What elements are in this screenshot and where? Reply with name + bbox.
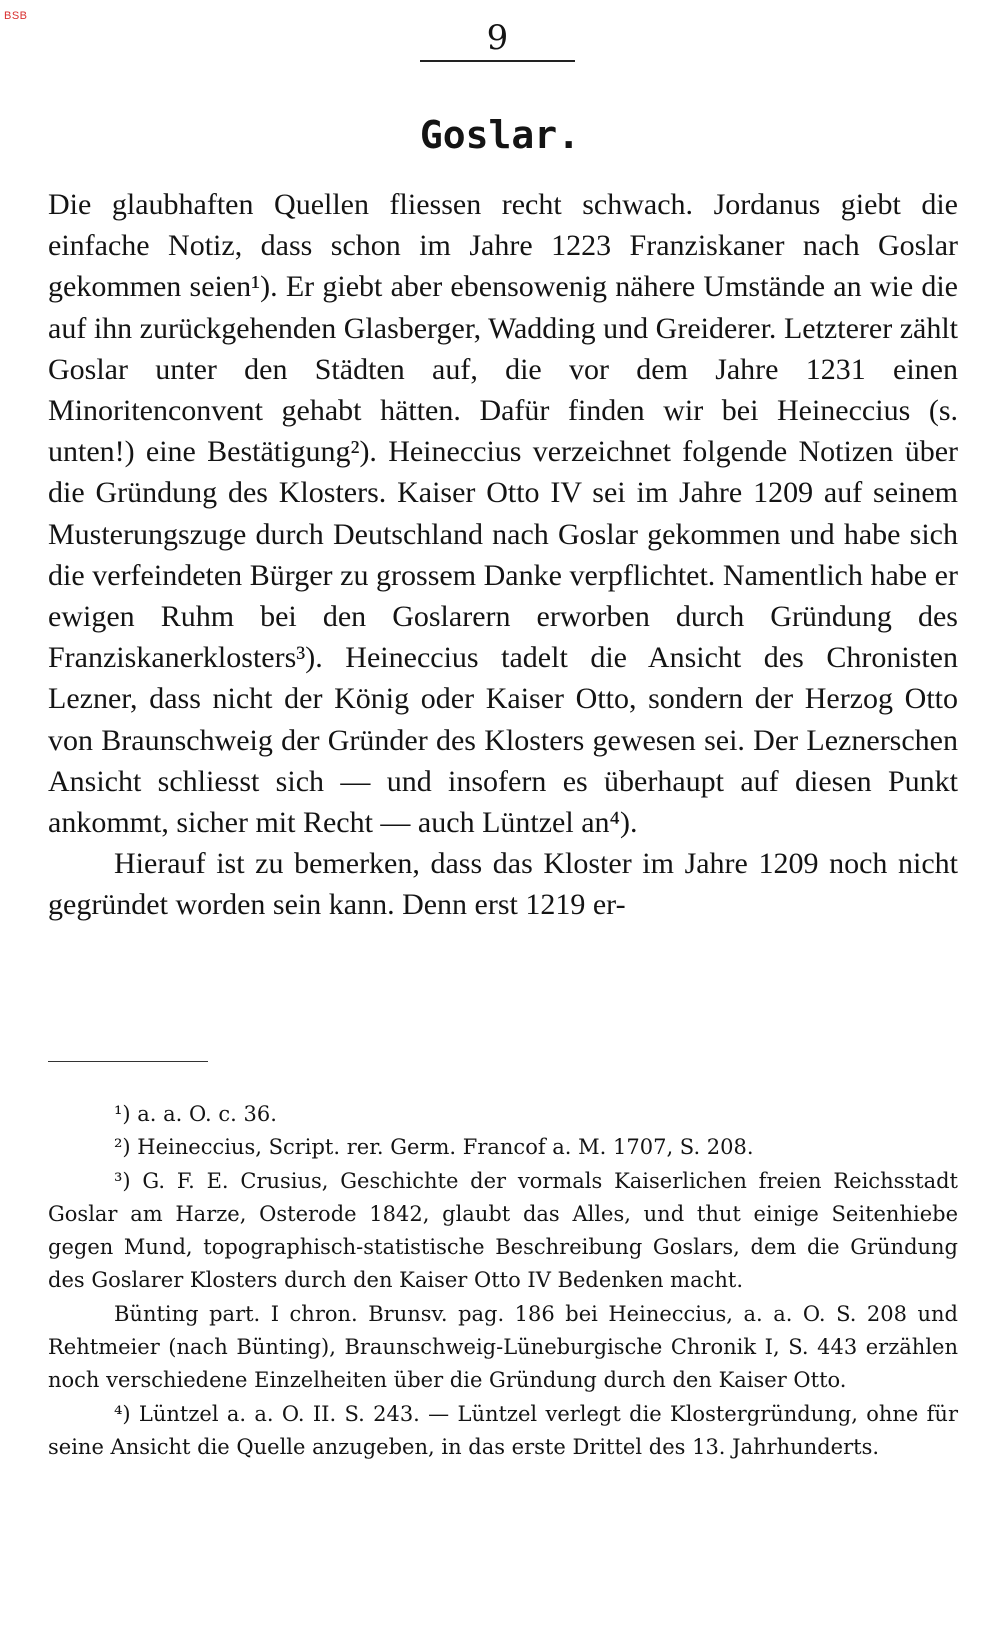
- library-watermark: BSB: [4, 10, 28, 22]
- footnote-rule: [48, 1061, 208, 1062]
- footnote: Bünting part. I chron. Brunsv. pag. 186 bei Heineccius, a. a. O. S. 208 und Rehtmeier (nach Bünting), Braunschweig-Lüneburgische Chronik I, S. 443 erzählen noch verschiedene Einzelheiten über die Gründung durch den Kaiser Otto.: [48, 1301, 958, 1393]
- body-text: [48, 184, 958, 926]
- header-rule: [420, 60, 575, 62]
- footnote: ¹) a. a. O. c. 36.: [114, 1102, 277, 1126]
- page-number: 9: [486, 18, 509, 58]
- paragraph: Hierauf ist zu bemerken, dass das Kloster im Jahre 1209 noch nicht gegründet worden sein kann. Denn erst 1219 er-: [48, 847, 958, 922]
- footnote: ³) G. F. E. Crusius, Geschichte der vormals Kaiserlichen freien Reichsstadt Goslar am Harze, Osterode 1842, glaubt das Alles, und thut einige Seitenhiebe gegen Mund, topographisch-statistische Beschreibung Goslars, dem die Gründung des Goslarer Klosters durch den Kaiser Otto IV Bedenken macht.: [48, 1168, 958, 1293]
- footnotes: [48, 1098, 958, 1464]
- footnote: ⁴) Lüntzel a. a. O. II. S. 243. — Lüntzel verlegt die Klostergründung, ohne für seine Ansicht die Quelle anzugeben, in das erste Drittel des 13. Jahrhunderts.: [48, 1401, 958, 1459]
- paragraph: Die glaubhaften Quellen fliessen recht schwach. Jordanus giebt die einfache Notiz, dass schon im Jahre 1223 Franziskaner nach Goslar gekommen seien¹). Er giebt aber ebensowenig nähere Umstände an wie die auf ihn zurückgehenden Glasberger, Wadding und Greiderer. Letzterer zählt Goslar unter den Städten auf, die vor dem Jahre 1231 einen Minoritenconvent gehabt hätten. Dafür finden wir bei Heineccius (s. unten!) eine Bestätigung²). Heineccius verzeichnet folgende Notizen über die Gründung des Klosters. Kaiser Otto IV sei im Jahre 1209 auf seinem Musterungszuge durch Deutschland nach Goslar gekommen und habe sich die verfeindeten Bürger zu grossem Danke verpflichtet. Namentlich habe er ewigen Ruhm bei den Goslarern erworben durch Gründung des Franziskanerklosters³). Heineccius tadelt die Ansicht des Chronisten Lezner, dass nicht der König oder Kaiser Otto, sondern der Herzog Otto von Braunschweig der Gründer des Klosters gewesen sei. Der Leznerschen Ansicht schliesst sich — und insofern es überhaupt auf diesen Punkt ankommt, sicher mit Recht — auch Lüntzel an⁴).: [48, 188, 958, 840]
- footnote: ²) Heineccius, Script. rer. Germ. Francof a. M. 1707, S. 208.: [114, 1135, 754, 1160]
- chapter-title: Goslar.: [419, 113, 581, 157]
